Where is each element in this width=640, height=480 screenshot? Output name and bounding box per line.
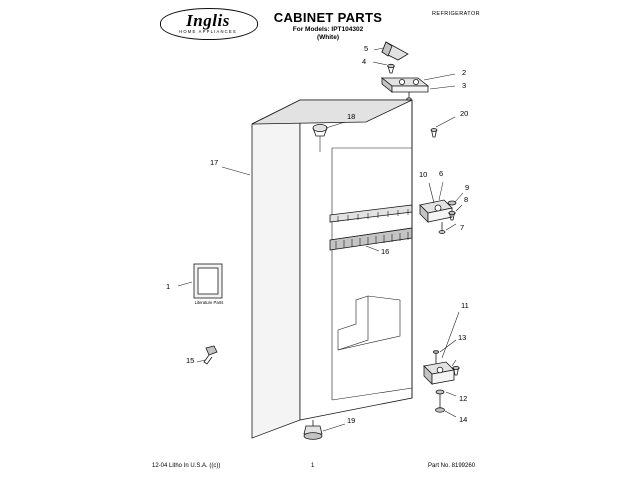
part-19-leveling-foot	[304, 420, 345, 439]
brand-tagline: HOME APPLIANCES	[179, 29, 237, 34]
callout-4-top: 4	[362, 57, 367, 66]
callout-8: 8	[464, 195, 469, 204]
part-4-top-screw	[373, 62, 394, 73]
callout-15: 15	[186, 356, 195, 365]
callout-1: 1	[166, 282, 171, 291]
callout-20: 20	[460, 109, 469, 118]
part-5-hinge-cover	[374, 42, 408, 60]
middle-hinge-assembly	[420, 182, 463, 234]
category-label: REFRIGERATOR	[432, 11, 480, 17]
callout-13: 13	[458, 333, 467, 342]
callout-7: 7	[460, 223, 465, 232]
callout-9: 9	[465, 183, 470, 192]
callout-14: 14	[459, 415, 468, 424]
callout-16: 16	[381, 247, 390, 256]
callout-10: 10	[419, 170, 428, 179]
part-15-clip	[197, 346, 217, 364]
callout-2: 2	[462, 68, 467, 77]
part-1-literature	[178, 264, 222, 298]
callout-5: 5	[364, 44, 369, 53]
callout-19: 19	[347, 416, 356, 425]
literature-parts-label: Literature Parts	[194, 300, 224, 305]
footer-page-number: 1	[311, 463, 315, 469]
model-list: For Models: IPT104302	[292, 26, 364, 33]
cabinet-body	[252, 100, 412, 438]
callout-12: 12	[459, 394, 468, 403]
footer-part-number: Part No. 8199260	[428, 463, 476, 469]
callout-3: 3	[462, 81, 467, 90]
brand-name: Inglis	[186, 11, 230, 30]
part-2-3-top-hinge	[382, 74, 455, 100]
callout-17: 17	[210, 158, 219, 167]
footer-print-info: 12-04 Litho In U.S.A. ((c))	[152, 463, 221, 469]
callout-11: 11	[461, 301, 469, 310]
bottom-hinge-assembly	[424, 312, 459, 417]
page-title: CABINET PARTS	[273, 10, 383, 25]
callout-6: 6	[439, 169, 444, 178]
callout-18: 18	[347, 112, 356, 121]
part-20-screw	[431, 117, 455, 137]
model-variant: (White)	[316, 34, 340, 41]
